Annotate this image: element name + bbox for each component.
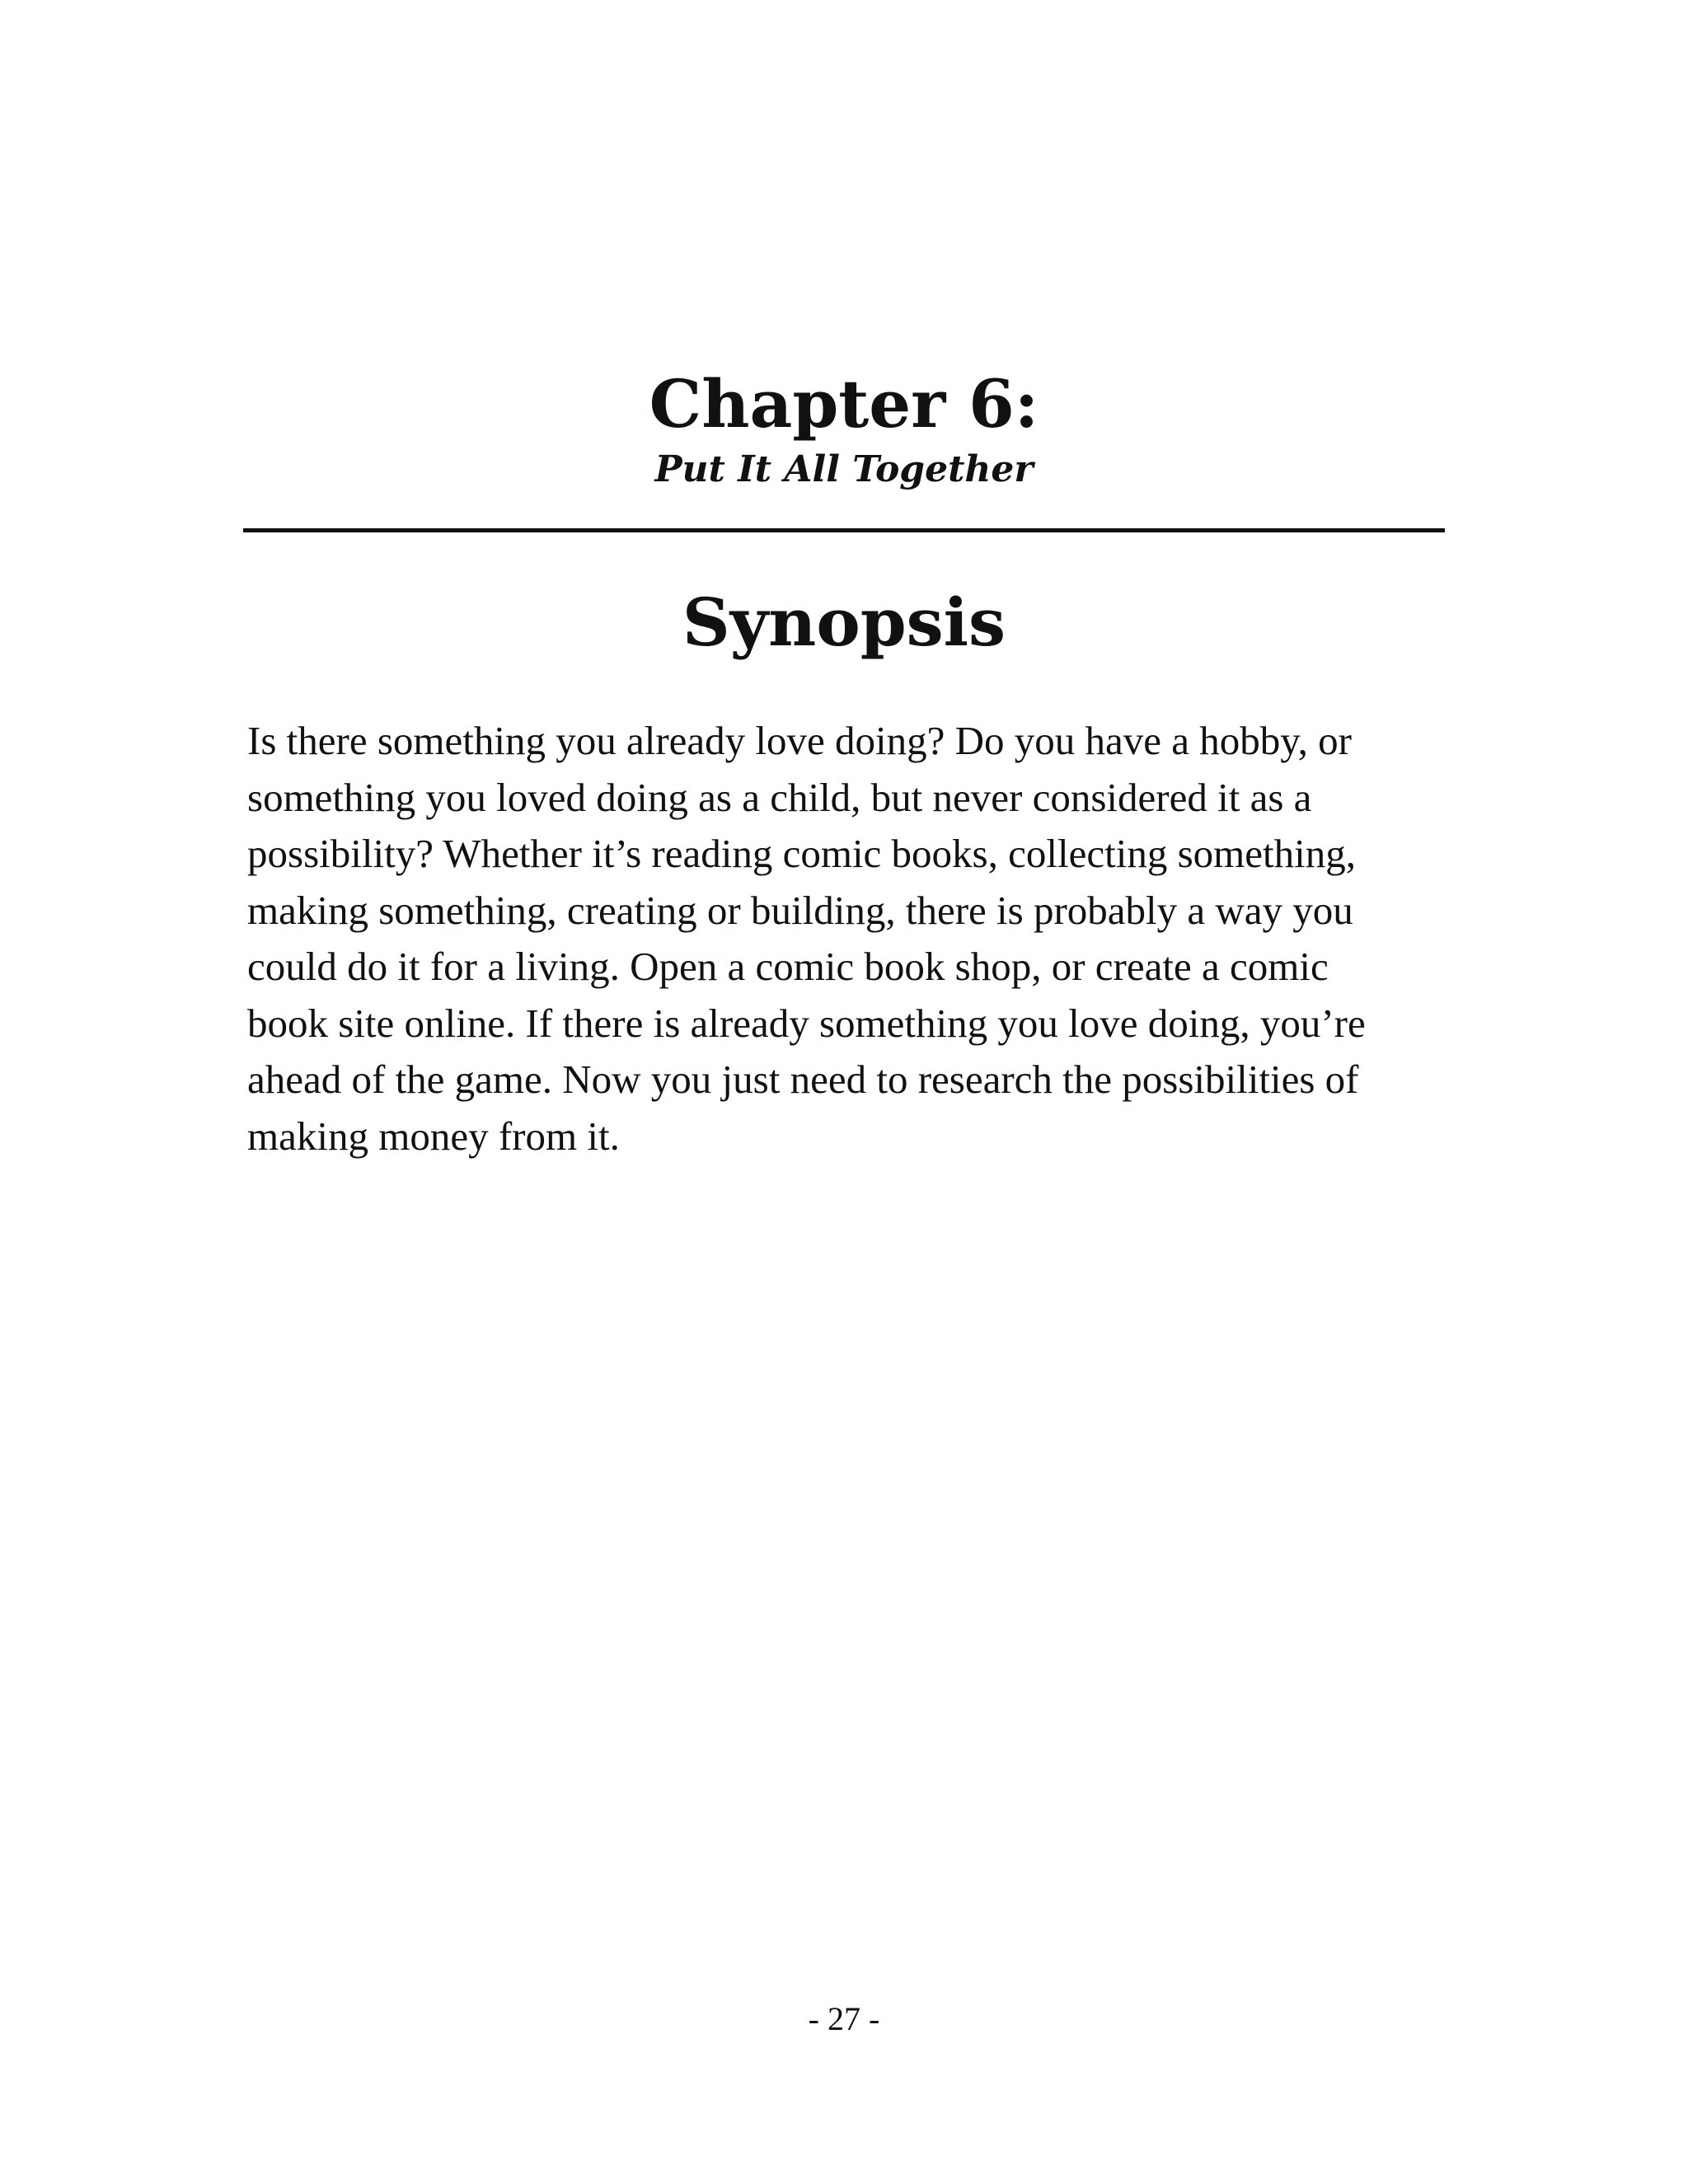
paragraph-line: book site online. If there is already something you love doing, you’re (247, 1000, 1366, 1046)
paragraph-line: something you loved doing as a child, but never considered it as a (247, 774, 1312, 820)
paragraph-line: Is there something you already love doing? Do you have a hobby, or (247, 718, 1352, 763)
paragraph-line: ahead of the game. Now you just need to research the possibilities of (247, 1057, 1359, 1102)
paragraph-line: making something, creating or building, there is probably a way you (247, 887, 1353, 933)
paragraph-line: could do it for a living. Open a comic book shop, or create a comic (247, 944, 1329, 989)
chapter-title: Chapter 6: (649, 365, 1039, 443)
chapter-subtitle: Put It All Together (654, 448, 1034, 490)
section-title: Synopsis (682, 583, 1006, 661)
page-number: - 27 - (808, 2000, 880, 2037)
paragraph-line: making money from it. (247, 1113, 620, 1159)
paragraph-line: possibility? Whether it’s reading comic books, collecting something, (247, 831, 1356, 876)
horizontal-rule (243, 528, 1445, 532)
synopsis-paragraph (247, 713, 1451, 1165)
